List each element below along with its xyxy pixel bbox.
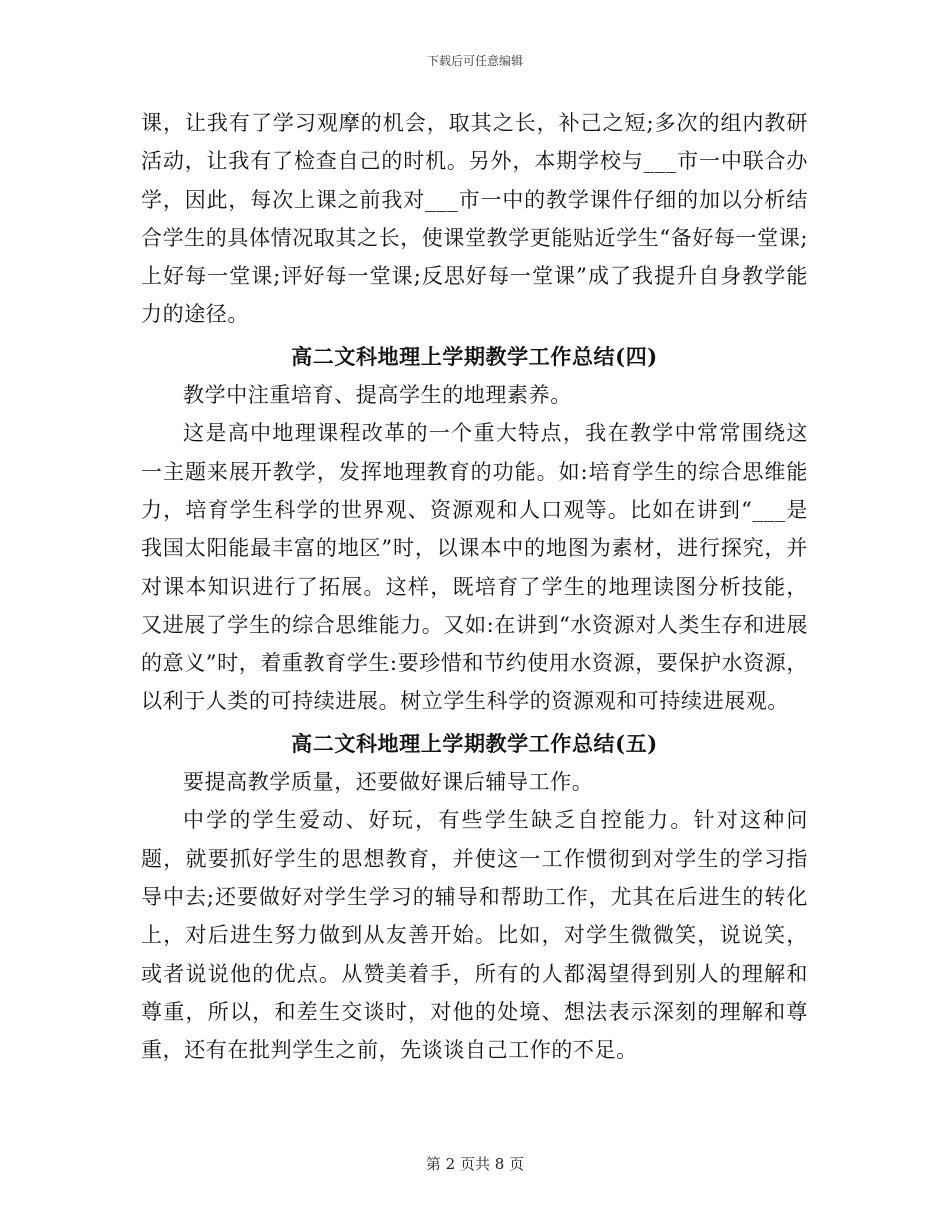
- section-4: [141, 334, 808, 721]
- section-5-paragraph-2: 中学的学生爱动、好玩，有些学生缺乏自控能力。针对这种问题，就要抓好学生的思想教育，并使这一工作惯彻到对学生的学习指导中去;还要做好对学生学习的辅导和帮助工作，尤其在后进生的转化上，对后进生努力做到从友善开始。比如，对学生微微笑，说说笑，或者说说他的优点。从赞美着手，所有的人都渴望得到别人的理解和尊重，所以，和差生交谈时，对他的处境、想法表示深刻的理解和尊重，还有在批判学生之前，先谈谈自己工作的不足。: [141, 808, 808, 1063]
- section-5: [141, 721, 808, 1070]
- section-4-paragraph-2: 这是高中地理课程改革的一个重大特点，我在教学中常常围绕这一主题来展开教学，发挥地理教育的功能。如:培育学生的综合思维能力，培育学生科学的世界观、资源观和人口观等。比如在讲到“___是我国太阳能最丰富的地区”时，以课本中的地图为素材，进行探究，并对课本知识进行了拓展。这样，既培育了学生的地理读图分析技能，又进展了学生的综合思维能力。又如:在讲到“水资源对人类生存和进展的意义”时，着重教育学生:要珍惜和节约使用水资源，要保护水资源，以利于人类的可持续进展。树立学生科学的资源观和可持续进展观。: [141, 421, 809, 714]
- section-title-5: 高二文科地理上学期教学工作总结(五): [291, 730, 658, 756]
- document-body: [141, 104, 808, 1069]
- section-5-paragraph-1: 要提高教学质量，还要做好课后辅导工作。: [183, 770, 594, 795]
- intro-paragraph: 课，让我有了学习观摩的机会，取其之长，补己之短;多次的组内教研活动，让我有了检查自己的时机。另外，本期学校与___市一中联合办学，因此，每次上课之前我对___市一中的教学课件仔细的加以分析结合学生的具体情况取其之长，使课堂教学更能贴近学生“备好每一堂课;上好每一堂课;评好每一堂课;反思好每一堂课”成了我提升自身教学能力的途径。: [141, 111, 809, 327]
- section-4-paragraph-1: 教学中注重培育、提高学生的地理素养。: [183, 383, 572, 408]
- download-note: 下载后可任意编辑: [426, 54, 523, 68]
- section-title-4: 高二文科地理上学期教学工作总结(四): [291, 343, 658, 369]
- page-number: 第 2 页共 8 页: [425, 1155, 525, 1173]
